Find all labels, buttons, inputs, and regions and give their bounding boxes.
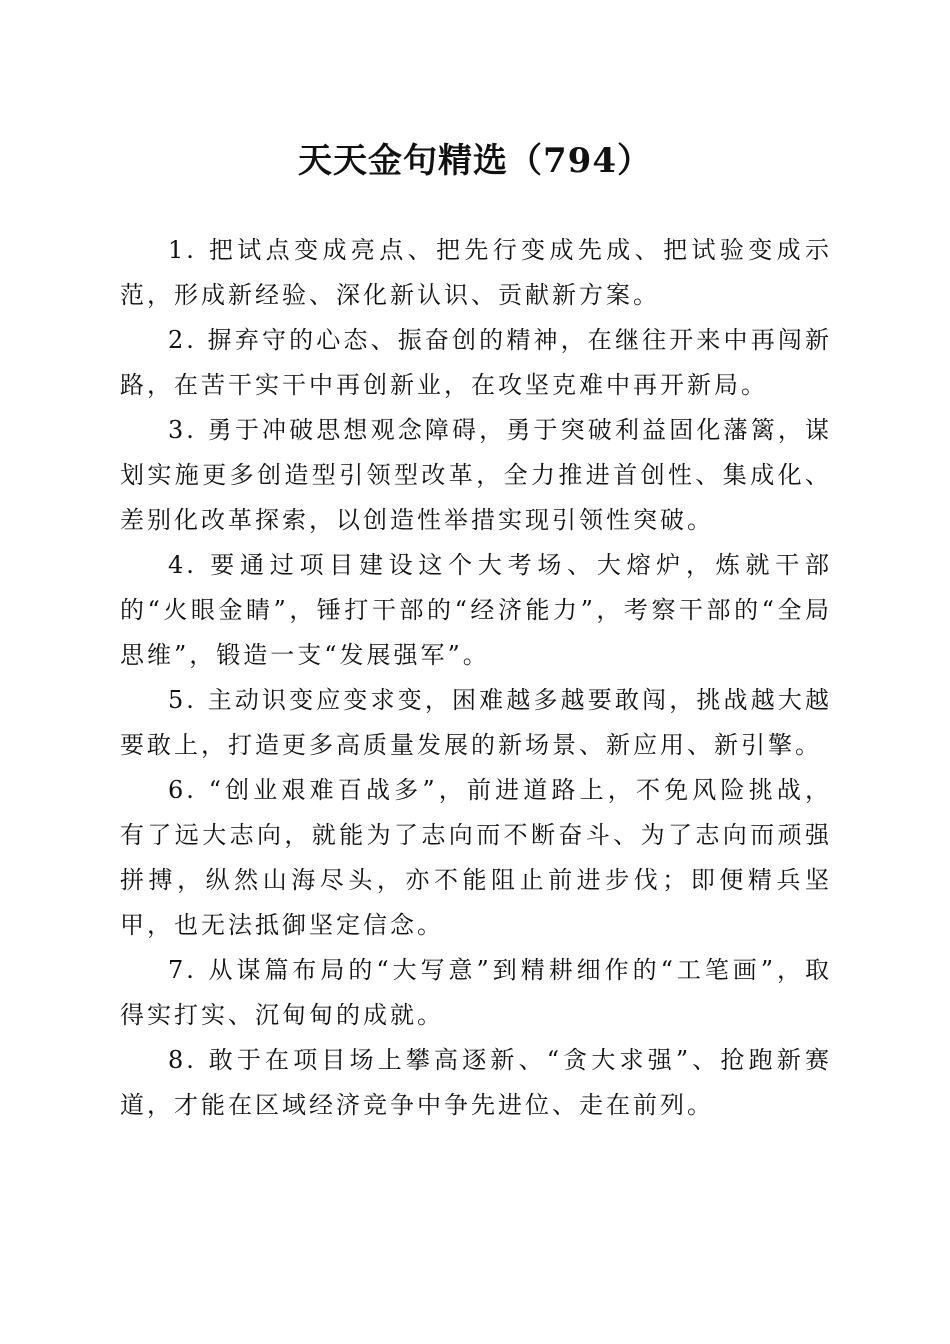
quote-paragraph-2: 2. 摒弃守的心态、振奋创的精神，在继往开来中再闯新路，在苦干实干中再创新业，在攻坚克难中再开新局。 <box>120 326 832 399</box>
quote-paragraph-8: 8. 敢于在项目场上攀高逐新、“贪大求强”、抢跑新赛道，才能在区域经济竞争中争先进位、走在前列。 <box>120 1046 832 1119</box>
quote-paragraph-7: 7. 从谋篇布局的“大写意”到精耕细作的“工笔画”，取得实打实、沉甸甸的成就。 <box>120 956 832 1029</box>
document-title: 天天金句精选（794） <box>298 141 652 181</box>
quote-paragraph-6: 6. “创业艰难百战多”，前进道路上，不免风险挑战，有了远大志向，就能为了志向而不断奋斗、为了志向而顽强拼搏，纵然山海尽头，亦不能阻止前进步伐；即便精兵坚甲，也无法抵御坚定信念。 <box>120 776 832 939</box>
document-body <box>120 228 832 1128</box>
quote-paragraph-3: 3. 勇于冲破思想观念障碍，勇于突破利益固化藩篱，谋划实施更多创造型引领型改革，全力推进首创性、集成化、差别化改革探索，以创造性举措实现引领性突破。 <box>120 416 832 534</box>
quote-paragraph-1: 1. 把试点变成亮点、把先行变成先成、把试验变成示范，形成新经验、深化新认识、贡献新方案。 <box>120 236 832 309</box>
quote-paragraph-4: 4. 要通过项目建设这个大考场、大熔炉，炼就干部的“火眼金睛”，锤打干部的“经济能力”，考察干部的“全局思维”，锻造一支“发展强军”。 <box>120 551 832 669</box>
quote-paragraph-5: 5. 主动识变应变求变，困难越多越要敢闯，挑战越大越要敢上，打造更多高质量发展的新场景、新应用、新引擎。 <box>120 686 832 759</box>
